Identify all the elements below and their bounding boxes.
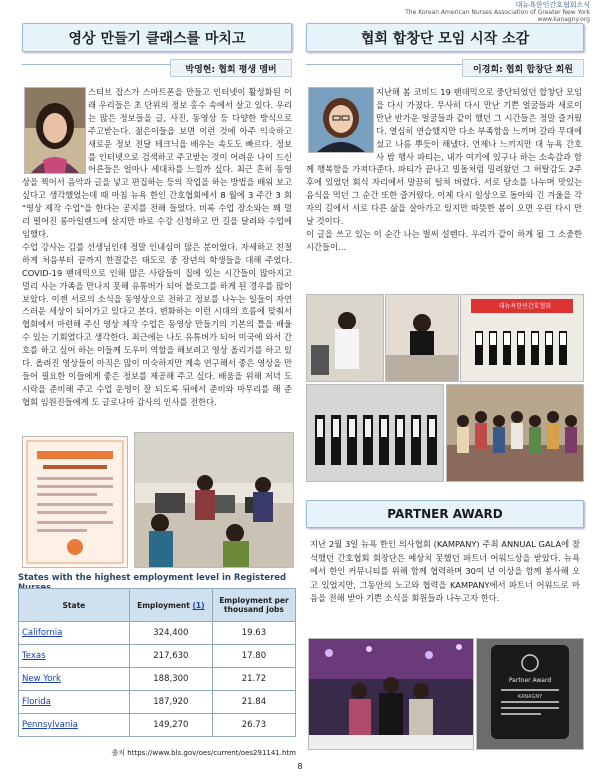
award-gala-photo — [308, 638, 474, 750]
banner-text: 대뉴욕한인간호협회 — [498, 303, 552, 310]
table-row — [19, 668, 296, 691]
right-body — [306, 86, 582, 294]
column-header-per-thousand: Employment per thousand jobs — [212, 589, 295, 622]
per-thousand-cell: 26.73 — [212, 714, 295, 737]
per-thousand-cell: 17.80 — [212, 645, 295, 668]
award-plaque-photo — [476, 638, 584, 750]
choir-photo-1 — [306, 294, 384, 382]
class-flyer-image — [22, 436, 128, 568]
per-thousand-cell: 21.84 — [212, 691, 295, 714]
state-link[interactable]: Texas — [19, 645, 130, 668]
table-header-row — [19, 589, 296, 622]
choir-photo-4 — [306, 384, 444, 482]
masthead-title: 대뉴욕한인간호협회소식 — [515, 1, 590, 9]
right-byline: 이경희: 협회 합창단 회원 — [462, 59, 584, 77]
page-number: 8 — [297, 762, 303, 771]
employment-cell: 217,630 — [129, 645, 212, 668]
table-row — [19, 622, 296, 645]
table-row — [19, 714, 296, 737]
left-byline: 박영현: 협회 평생 멤버 — [170, 59, 292, 77]
plaque-organization: KANAGNY — [517, 694, 543, 700]
employment-header-label: Employment — [137, 600, 190, 610]
masthead-subtitle: The Korean American Nurses Association of Greater New York — [405, 9, 590, 16]
employment-footnote-link[interactable]: (1) — [192, 600, 205, 610]
state-link[interactable]: New York — [19, 668, 130, 691]
left-paragraph-1: 스티브 잡스가 스마트폰을 만들고 인터넷이 활성화된 이래 우리들은 초 단위의 정보 홍수 속에서 살고 있다. 우리는 많은 정보들을 글, 사진, 동영상 등 다양한 방식으로 주고받는다. 젊은이들을 보면 이런 것에 아주 익숙하고 새로운 정보 전달 테크닉을 배우는 속도도 빠르다. 정보를 인터넷으로 검색하고 주고받는 것이 어려운 나이 드신 어른들은 얼마나 세대차를 느낄까 싶다. 최근 흔히 동영상을 찍어서 음악과 글을 넣고 편집하는 등의 작업을 하는 방법을 배워 보고 싶다고 생각했었는데 때 마침 뉴욕 한인 간호협회에서 8 월에 3 주간 3 회 "영상 제작 수업"을 한다는 공지를 전해 들었다. 비록 수업 장소와는 꽤 멀리 떨어진 롱아일랜드에 살지만 바로 수강 신청하고 먼 길을 달려와 수업에 임했다. — [22, 87, 292, 239]
per-thousand-cell: 21.72 — [212, 668, 295, 691]
table-title: States with the highest employment level in Registered — [18, 573, 287, 583]
state-link[interactable]: Pennsylvania — [19, 714, 130, 737]
table-row — [19, 691, 296, 714]
choir-photo-5 — [446, 384, 584, 482]
masthead — [405, 2, 590, 23]
award-paragraph: 지난 2월 3일 뉴욕 한인 의사협회 (KAMPANY) 주최 ANNUAL GALA에 참석했던 간호협회 회장단은 예상치 못했던 파트너 어워드상을 받았다. 뉴욕에서 한인 커뮤니티를 위해 함께 협력하며 30여 년 이상을 함께 봉사해 오고 있었지만, 그동안의 노고와 협력을 KAMPANY에서 파트너 어워드로 마음을 전해 받아 기쁜 소식을 회원들과 나누고자 한다. — [310, 539, 580, 604]
masthead-url: www.kanagny.org — [537, 16, 590, 23]
employment-cell: 188,300 — [129, 668, 212, 691]
choir-photo-2 — [385, 294, 459, 382]
employment-cell: 149,270 — [129, 714, 212, 737]
left-article-title: 영상 만들기 클래스를 마치고 — [22, 23, 292, 52]
per-thousand-cell: 19.63 — [212, 622, 295, 645]
column-header-state: State — [19, 589, 130, 622]
employment-cell: 324,400 — [129, 622, 212, 645]
left-body — [22, 86, 292, 432]
nurse-employment-table — [18, 588, 296, 737]
column-header-employment — [129, 589, 212, 622]
source-citation: 출처 https://www.bls.gov/oes/current/oes291141.htm — [111, 749, 296, 757]
state-link[interactable]: Florida — [19, 691, 130, 714]
class-photo — [134, 432, 294, 568]
employment-cell: 187,920 — [129, 691, 212, 714]
left-paragraph-2: 수업 강사는 김를 선생님인데 정말 인내심이 많은 분이었다. 자세하고 친절하게 처음부터 끝까지 한결같은 태도로 중 장년의 학생들을 대해 주었다. COVID-19 팬데믹으로 인해 많은 사람들이 집에 있는 시간들이 많아지고 멀리 사는 가족을 만나지 못해 유튜버가 되어 블로그를 하게 된 경우를 많이 보았다. 이젠 서로의 소식을 동영상으로 전하고 정보를 나누는 일들이 자연스러운 세상이 되어가고 있다고 본다. 변화하는 이런 시대의 흐름에 맞춰서 협회에서 마련해 주신 영상 제작 수업은 동영상 만들기의 기본의 틀을 배울 수 있는 기회였다고 생각한다. 최근에는 나도 유튜버가 되어 미국에 와서 간호를 하고 싶어 하는 이들께 도우미 역할을 해보려고 영상 올리기를 하고 있다. 올려진 영상들이 아직은 많이 미숙하지만 계속 연구해서 좋은 영상을 만들어 필요한 이들에게 좋은 정보를 제공해 주고 싶다. 배움을 위해 저녁 도시락을 준비해 주고 수업 운영이 잘 되도록 뒤에서 준비와 마무리를 해 준 협회 임원진들에게 도 글로나마 감사의 인사를 전한다. — [22, 241, 292, 407]
right-paragraph-1: 지난해 봄 코비드 19 팬데믹으로 중단되었던 합창단 모임을 다시 가졌다. 무사히 다시 만난 기쁜 얼굴들과 새로이 만난 반가운 얼굴들과 같이 했던 그 시간들은 정말 즐거웠다. 열심히 연습했지만 다소 부족함을 느끼며 갈라 무대에 섰고 나름 뿌듯이 해냈다. 언제나 느끼지만 대 뉴욕 간호사 밤 행사 파티는, 내가 여기에 있구나 하는 소속감과 함께 행복함을 가져다준다. 파티가 끝나고 빌돌처럼 밀려왔던 그 허탈감도 2주 후에 있었던 회식 자리에서 말끔히 털쳐 버렸다. 서로 담소를 나누며 맛있는 음식을 먹던 그 순간 또한 즐거웠다. 이제 다시 일상으로 돌아와 긴 겨울을 각자의 길에서 서로 다른 삶을 살아가고 있지만 따뜻한 봄이 오면 우린 다시 만날 것이다. — [306, 87, 582, 227]
plaque-title: Partner Award — [508, 677, 552, 684]
state-link[interactable]: California — [19, 622, 130, 645]
choir-photo-3 — [460, 294, 584, 382]
right-paragraph-2: 이 글을 쓰고 있는 이 순간 나는 벌써 설렌다. 우리가 같이 하게 될 그 소중한 시간들이… — [306, 228, 582, 252]
award-section-title: PARTNER AWARD — [306, 500, 584, 528]
right-article-title: 협회 합창단 모임 시작 소감 — [306, 23, 584, 52]
table-row — [19, 645, 296, 668]
